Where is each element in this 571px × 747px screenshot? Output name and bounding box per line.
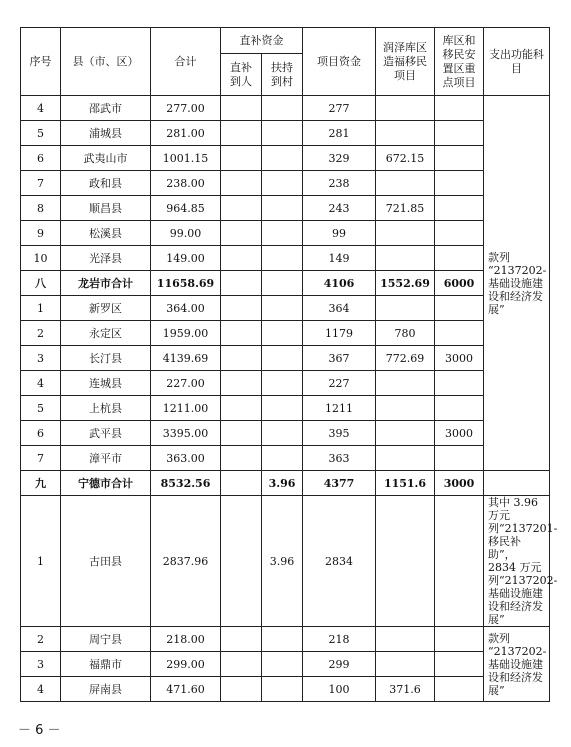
row-project: 281	[303, 121, 376, 146]
row-project: 277	[303, 96, 376, 121]
row-project: 4106	[303, 271, 376, 296]
table-row	[21, 652, 550, 677]
row-runze	[376, 371, 435, 396]
row-seq: 9	[21, 221, 61, 246]
row-runze	[376, 396, 435, 421]
table-row	[21, 321, 550, 346]
row-seq: 8	[21, 196, 61, 221]
row-runze	[376, 652, 435, 677]
row-county: 上杭县	[61, 396, 151, 421]
row-seq: 2	[21, 321, 61, 346]
row-runze	[376, 296, 435, 321]
row-project: 243	[303, 196, 376, 221]
row-project: 4377	[303, 471, 376, 496]
row-county: 周宁县	[61, 627, 151, 652]
header-support-village: 扶持 到村	[262, 54, 303, 96]
row-direct-person	[221, 371, 262, 396]
row-seq: 5	[21, 396, 61, 421]
row-seq: 3	[21, 652, 61, 677]
row-support-village	[262, 396, 303, 421]
table-row	[21, 396, 550, 421]
table-row	[21, 627, 550, 652]
row-project: 149	[303, 246, 376, 271]
row-total: 471.60	[151, 677, 221, 702]
row-total: 964.85	[151, 196, 221, 221]
row-seq: 4	[21, 371, 61, 396]
row-key-project	[435, 321, 484, 346]
row-direct-person	[221, 171, 262, 196]
table-row	[21, 496, 550, 627]
header-direct-group: 直补资金	[221, 28, 303, 54]
row-total: 1211.00	[151, 396, 221, 421]
row-key-project	[435, 496, 484, 627]
row-direct-person	[221, 196, 262, 221]
row-direct-person	[221, 271, 262, 296]
table-row	[21, 196, 550, 221]
row-key-project	[435, 446, 484, 471]
row-direct-person	[221, 346, 262, 371]
row-support-village	[262, 296, 303, 321]
row-seq: 4	[21, 96, 61, 121]
row-support-village: 3.96	[262, 496, 303, 627]
table-row	[21, 446, 550, 471]
city-total-row	[21, 471, 550, 496]
row-support-village	[262, 371, 303, 396]
row-total: 277.00	[151, 96, 221, 121]
row-support-village	[262, 271, 303, 296]
row-key-project	[435, 677, 484, 702]
row-key-project: 3000	[435, 346, 484, 371]
row-project: 1179	[303, 321, 376, 346]
row-key-project	[435, 96, 484, 121]
row-key-project: 3000	[435, 421, 484, 446]
row-support-village	[262, 171, 303, 196]
subject-note-1-text: 款列 “2137202-基础设施建设和经济发展”	[488, 250, 547, 316]
row-project: 299	[303, 652, 376, 677]
row-support-village	[262, 121, 303, 146]
row-county: 龙岩市合计	[61, 271, 151, 296]
row-support-village	[262, 677, 303, 702]
row-project: 227	[303, 371, 376, 396]
subject-note-2-text: 其中 3.96 万元列“2137201-移民补助”，2834 万元列“2137202-基础设施建设和经济发展”	[488, 496, 558, 626]
row-seq: 6	[21, 146, 61, 171]
table-row	[21, 221, 550, 246]
row-county: 武夷山市	[61, 146, 151, 171]
row-runze	[376, 246, 435, 271]
row-runze: 672.15	[376, 146, 435, 171]
row-seq: 2	[21, 627, 61, 652]
row-runze: 1552.69	[376, 271, 435, 296]
row-total: 281.00	[151, 121, 221, 146]
table-row	[21, 296, 550, 321]
row-project: 218	[303, 627, 376, 652]
row-project: 100	[303, 677, 376, 702]
row-county: 屏南县	[61, 677, 151, 702]
city-total-row	[21, 271, 550, 296]
header-project: 项目资金	[303, 28, 376, 96]
subject-note-3	[484, 627, 550, 702]
row-support-village	[262, 627, 303, 652]
funding-table	[20, 27, 558, 702]
row-key-project: 3000	[435, 471, 484, 496]
row-seq: 1	[21, 296, 61, 321]
table-row	[21, 246, 550, 271]
row-key-project	[435, 246, 484, 271]
row-county: 漳平市	[61, 446, 151, 471]
row-support-village	[262, 146, 303, 171]
row-runze	[376, 171, 435, 196]
row-county: 永定区	[61, 321, 151, 346]
row-project: 367	[303, 346, 376, 371]
row-key-project	[435, 371, 484, 396]
subject-note-3-text: 款列 “2137202-基础设施建设和经济发展”	[488, 631, 547, 697]
subject-empty-cell	[484, 471, 550, 496]
row-runze: 371.6	[376, 677, 435, 702]
row-project: 364	[303, 296, 376, 321]
row-county: 浦城县	[61, 121, 151, 146]
row-county: 长汀县	[61, 346, 151, 371]
row-direct-person	[221, 146, 262, 171]
row-seq: 6	[21, 421, 61, 446]
row-key-project	[435, 652, 484, 677]
row-seq: 3	[21, 346, 61, 371]
row-key-project	[435, 221, 484, 246]
row-direct-person	[221, 421, 262, 446]
row-direct-person	[221, 321, 262, 346]
row-key-project	[435, 121, 484, 146]
table-header	[21, 28, 550, 96]
row-total: 3395.00	[151, 421, 221, 446]
header-direct-person: 直补 到人	[221, 54, 262, 96]
row-direct-person	[221, 96, 262, 121]
row-support-village	[262, 96, 303, 121]
row-runze	[376, 121, 435, 146]
row-direct-person	[221, 396, 262, 421]
row-total: 8532.56	[151, 471, 221, 496]
row-key-project	[435, 171, 484, 196]
subject-note-1	[484, 96, 550, 471]
table-body	[21, 96, 558, 702]
row-seq: 5	[21, 121, 61, 146]
row-direct-person	[221, 652, 262, 677]
row-total: 11658.69	[151, 271, 221, 296]
row-total: 227.00	[151, 371, 221, 396]
row-county: 松溪县	[61, 221, 151, 246]
row-total: 99.00	[151, 221, 221, 246]
row-key-project	[435, 146, 484, 171]
row-seq: 7	[21, 171, 61, 196]
header-total: 合计	[151, 28, 221, 96]
row-runze	[376, 496, 435, 627]
table-row	[21, 371, 550, 396]
row-project: 238	[303, 171, 376, 196]
row-county: 连城县	[61, 371, 151, 396]
header-subject: 支出功能科目	[484, 28, 550, 96]
row-direct-person	[221, 677, 262, 702]
row-direct-person	[221, 471, 262, 496]
row-seq: 八	[21, 271, 61, 296]
row-support-village	[262, 346, 303, 371]
row-seq: 4	[21, 677, 61, 702]
row-county: 政和县	[61, 171, 151, 196]
row-runze: 1151.6	[376, 471, 435, 496]
row-project: 395	[303, 421, 376, 446]
row-key-project	[435, 396, 484, 421]
row-seq: 1	[21, 496, 61, 627]
row-total: 364.00	[151, 296, 221, 321]
table-row	[21, 96, 550, 121]
row-support-village	[262, 221, 303, 246]
header-county: 县（市、区）	[61, 28, 151, 96]
row-county: 武平县	[61, 421, 151, 446]
row-direct-person	[221, 246, 262, 271]
row-key-project	[435, 627, 484, 652]
row-total: 238.00	[151, 171, 221, 196]
table-row	[21, 121, 550, 146]
row-direct-person	[221, 496, 262, 627]
row-support-village	[262, 246, 303, 271]
table-row	[21, 346, 550, 371]
row-project: 363	[303, 446, 376, 471]
row-direct-person	[221, 296, 262, 321]
row-support-village	[262, 652, 303, 677]
row-runze: 721.85	[376, 196, 435, 221]
row-total: 1959.00	[151, 321, 221, 346]
row-key-project: 6000	[435, 271, 484, 296]
row-seq: 九	[21, 471, 61, 496]
row-total: 363.00	[151, 446, 221, 471]
row-direct-person	[221, 446, 262, 471]
row-seq: 10	[21, 246, 61, 271]
row-direct-person	[221, 121, 262, 146]
row-key-project	[435, 296, 484, 321]
table-row	[21, 146, 550, 171]
row-runze: 780	[376, 321, 435, 346]
row-direct-person	[221, 221, 262, 246]
row-runze	[376, 446, 435, 471]
row-total: 4139.69	[151, 346, 221, 371]
page-number: － 6 －	[18, 723, 61, 738]
row-seq: 7	[21, 446, 61, 471]
row-total: 2837.96	[151, 496, 221, 627]
row-total: 149.00	[151, 246, 221, 271]
row-project: 329	[303, 146, 376, 171]
table-row	[21, 677, 550, 702]
row-support-village	[262, 321, 303, 346]
row-county: 光泽县	[61, 246, 151, 271]
row-direct-person	[221, 627, 262, 652]
table-row	[21, 171, 550, 196]
table-row	[21, 421, 550, 446]
row-support-village	[262, 196, 303, 221]
row-county: 古田县	[61, 496, 151, 627]
row-total: 299.00	[151, 652, 221, 677]
row-support-village	[262, 446, 303, 471]
row-key-project	[435, 196, 484, 221]
row-runze	[376, 627, 435, 652]
row-support-village	[262, 421, 303, 446]
row-county: 福鼎市	[61, 652, 151, 677]
row-total: 218.00	[151, 627, 221, 652]
header-runze: 润泽库区 造福移民 项目	[376, 28, 435, 96]
subject-note-2	[484, 496, 558, 627]
row-county: 新罗区	[61, 296, 151, 321]
row-county: 顺昌县	[61, 196, 151, 221]
row-runze: 772.69	[376, 346, 435, 371]
row-support-village: 3.96	[262, 471, 303, 496]
row-total: 1001.15	[151, 146, 221, 171]
row-county: 邵武市	[61, 96, 151, 121]
header-seq: 序号	[21, 28, 61, 96]
row-runze	[376, 221, 435, 246]
header-reservoir: 库区和 移民安 置区重 点项目	[435, 28, 484, 96]
row-county: 宁德市合计	[61, 471, 151, 496]
row-runze	[376, 96, 435, 121]
row-project: 1211	[303, 396, 376, 421]
row-project: 99	[303, 221, 376, 246]
row-runze	[376, 421, 435, 446]
row-project: 2834	[303, 496, 376, 627]
